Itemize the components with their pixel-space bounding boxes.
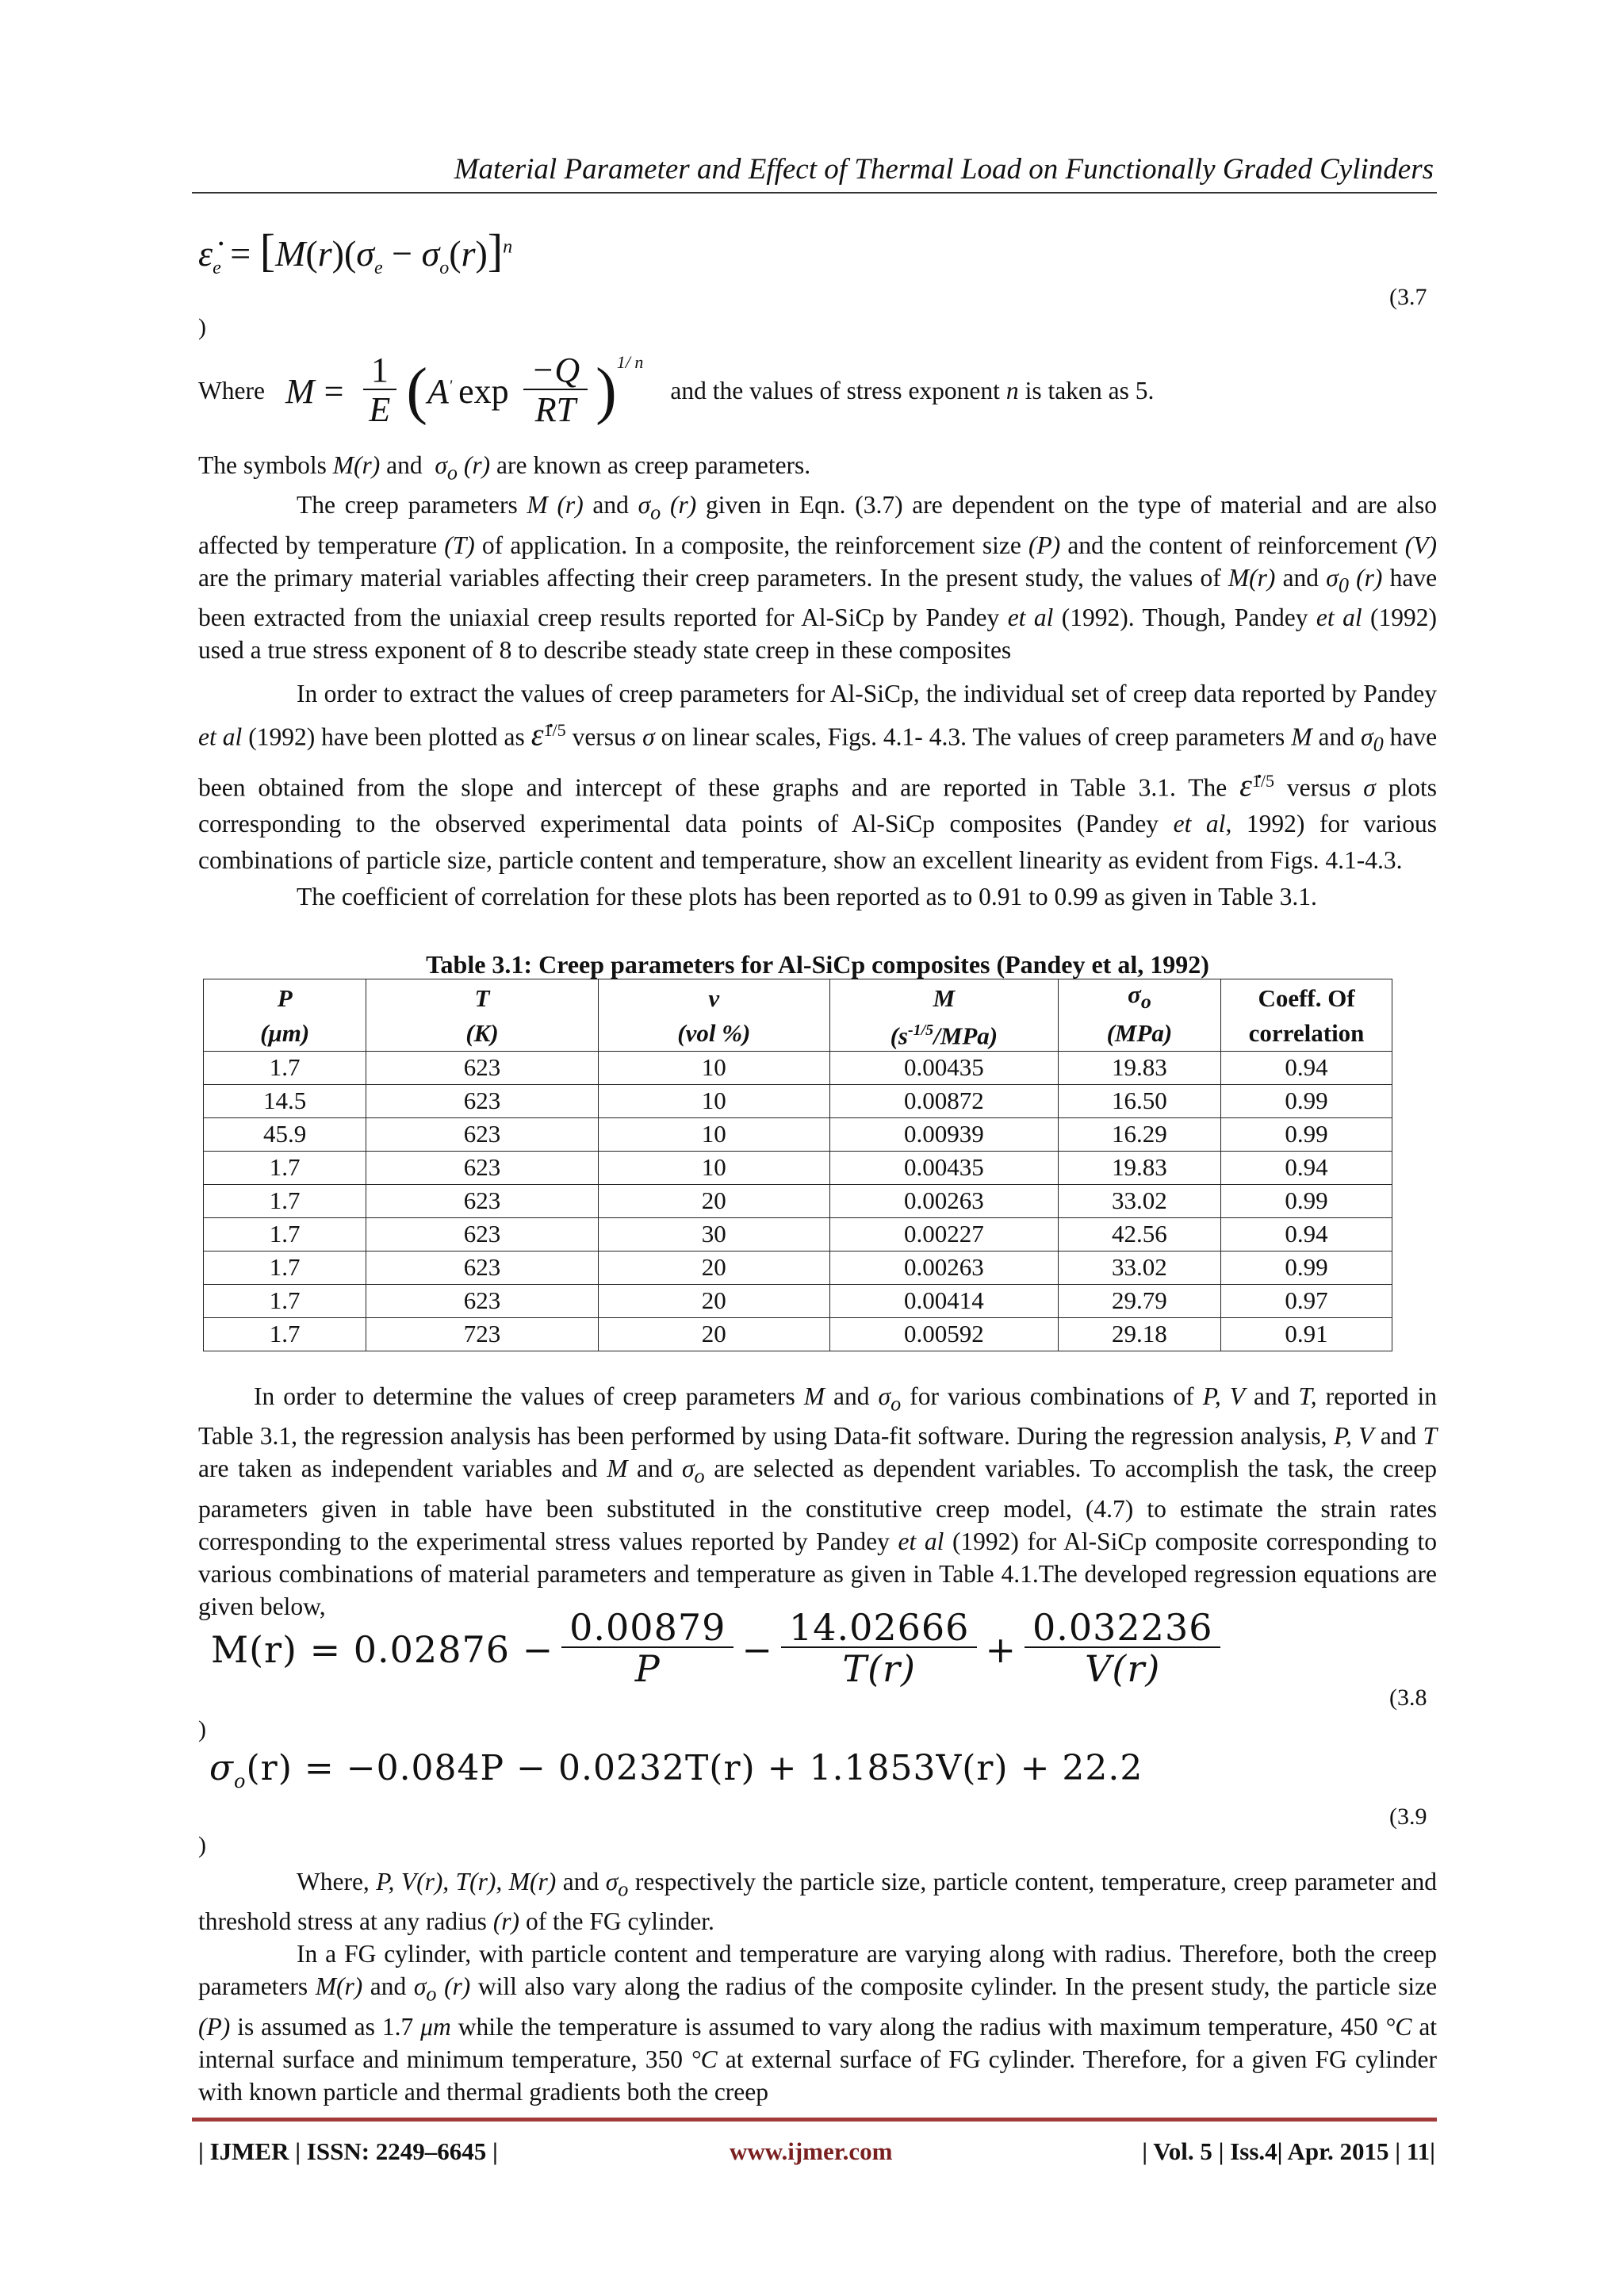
table-cell: 20 bbox=[598, 1184, 829, 1217]
table-cell: 0.00263 bbox=[829, 1184, 1058, 1217]
table-cell: 723 bbox=[366, 1317, 598, 1351]
table-cell: 10 bbox=[598, 1051, 829, 1084]
table-cell: 0.99 bbox=[1221, 1184, 1392, 1217]
n-symbol: n bbox=[1005, 377, 1019, 405]
footer-journal: | IJMER | ISSN: 2249–6645 | bbox=[198, 2137, 498, 2165]
unit-m: $(s^{-1/5}/MPa)$ bbox=[829, 1016, 1058, 1051]
unit-sigma: (MPa) bbox=[1058, 1016, 1220, 1051]
body-text-block-2 bbox=[198, 676, 1437, 915]
equation-close-paren: ) bbox=[198, 314, 206, 340]
paragraph-where: Where, P, V(r), T(r), M(r) and $\sigma_o$ respectively the particle size, particle content, temperature, creep parameter and threshold stress at any radius (r) of the FG cylinder. bbox=[198, 1868, 1438, 1936]
unit-t: (K) bbox=[366, 1016, 598, 1051]
m-definition: M = $\frac{1}{E}$ ( A' exp $\frac{-Q}{RT}$ ) $^{1/ n}$ bbox=[285, 351, 644, 430]
table-cell: 10 bbox=[598, 1117, 829, 1151]
table-row bbox=[204, 1151, 1392, 1184]
table-row bbox=[204, 1284, 1392, 1317]
body-text-block-4 bbox=[198, 1865, 1437, 2108]
table-cell: 0.00435 bbox=[829, 1051, 1058, 1084]
header-sigma: $\sigma_o$ bbox=[1058, 979, 1220, 1017]
table-row bbox=[204, 1317, 1392, 1351]
table-cell: 623 bbox=[366, 1151, 598, 1184]
table-cell: 0.00872 bbox=[829, 1084, 1058, 1117]
equation-3-9: $\sigma_o(r) = -0.084P - 0.0232T(r) + 1.1853V(r) + 22.2$ bbox=[209, 1748, 1143, 1792]
table-cell: 29.79 bbox=[1058, 1284, 1220, 1317]
paragraph-correlation: The coefficient of correlation for these plots has been reported as to 0.91 to 0.99 as given in Table 3.1. bbox=[297, 883, 1317, 911]
equation-close-paren: ) bbox=[198, 1832, 206, 1858]
table-cell: 16.29 bbox=[1058, 1117, 1220, 1151]
table-cell: 623 bbox=[366, 1284, 598, 1317]
table-cell: 20 bbox=[598, 1317, 829, 1351]
header-t: T bbox=[366, 979, 598, 1017]
unit-v: (vol %) bbox=[598, 1016, 829, 1051]
table-cell: 0.00592 bbox=[829, 1317, 1058, 1351]
table-cell: 1.7 bbox=[204, 1251, 366, 1284]
body-text-block-3 bbox=[198, 1380, 1437, 1623]
table-cell: 1.7 bbox=[204, 1317, 366, 1351]
paragraph-regression: In order to determine the values of creep parameters M and $\sigma_o$ for various combinations of P, V and T, reported in Table 3.1, the regression analysis has been performed by using Data-fit software. During the regression analysis, P, V and T are taken as independent variables and M and $\sigma_o$ are selected as dependent variables. To accomplish the task, the creep parameters given in table have been substituted in the constitutive creep model, (4.7) to estimate the strain rates corresponding to the experimental stress values reported by Pandey et al (1992) for Al-SiCp composite corresponding to various combinations of material parameters and temperature as given in Table 4.1.The developed regression equations are given below, bbox=[198, 1382, 1438, 1620]
equation-number-3-7: (3.7 bbox=[1389, 284, 1427, 310]
table-cell: 1.7 bbox=[204, 1151, 366, 1184]
header-rule bbox=[192, 192, 1437, 194]
table-cell: 623 bbox=[366, 1251, 598, 1284]
table-cell: 0.94 bbox=[1221, 1051, 1392, 1084]
table-cell: 19.83 bbox=[1058, 1051, 1220, 1084]
table-cell: 1.7 bbox=[204, 1284, 366, 1317]
footer-rule bbox=[192, 2118, 1437, 2122]
table-row bbox=[204, 1251, 1392, 1284]
equation-3-7: $\varepsiloṅ_e = [M(r)(\sigma_e - \sigma_o(r)]^n$ bbox=[198, 224, 513, 279]
table-cell: 0.99 bbox=[1221, 1251, 1392, 1284]
header-coeff: Coeff. Of bbox=[1221, 979, 1392, 1017]
table-cell: 14.5 bbox=[204, 1084, 366, 1117]
table-unit-row bbox=[204, 1016, 1392, 1051]
table-cell: 623 bbox=[366, 1184, 598, 1217]
where-text: and the values of stress exponent bbox=[670, 377, 1000, 405]
table-cell: 0.94 bbox=[1221, 1217, 1392, 1251]
equation-number-3-8: (3.8 bbox=[1389, 1685, 1427, 1711]
table-cell: 623 bbox=[366, 1217, 598, 1251]
table-cell: 0.00414 bbox=[829, 1284, 1058, 1317]
table-cell: 33.02 bbox=[1058, 1251, 1220, 1284]
table-cell: 0.99 bbox=[1221, 1084, 1392, 1117]
table-cell: 1.7 bbox=[204, 1051, 366, 1084]
table-cell: 42.56 bbox=[1058, 1217, 1220, 1251]
table-cell: 30 bbox=[598, 1217, 829, 1251]
creep-parameters-table bbox=[203, 979, 1392, 1351]
header-m: M bbox=[829, 979, 1058, 1017]
table-cell: 20 bbox=[598, 1251, 829, 1284]
equation-3-8: M(r) = 0.02876 − $\frac{0.00879}{P}$ − $\frac{14.02666}{T(r)}$ + $\frac{0.032236}{V(r)}$ bbox=[211, 1608, 1228, 1690]
table-row bbox=[204, 1084, 1392, 1117]
table-cell: 0.97 bbox=[1221, 1284, 1392, 1317]
table-row bbox=[204, 1051, 1392, 1084]
table-cell: 10 bbox=[598, 1084, 829, 1117]
table-cell: 29.18 bbox=[1058, 1317, 1220, 1351]
paragraph-extraction: In order to extract the values of creep parameters for Al-SiCp, the individual set of creep data reported by Pandey et al (1992) have been plotted as ε̇$^{1/5}$ versus σ on linear scales, Figs. 4.1- 4.3. The values of creep parameters M and $\sigma_0$ have been obtained from the slope and intercept of these graphs and are reported in Table 3.1. The ε̇$^{1/5}$ versus σ plots corresponding to the observed experimental data points of Al-SiCp composites (Pandey et al, 1992) for various combinations of particle size, particle content and temperature, show an excellent linearity as evident from Figs. 4.1-4.3. bbox=[198, 680, 1438, 875]
unit-p: (μm) bbox=[204, 1016, 366, 1051]
table-cell: 0.99 bbox=[1221, 1117, 1392, 1151]
table-cell: 16.50 bbox=[1058, 1084, 1220, 1117]
table-caption: Table 3.1: Creep parameters for Al-SiCp composites (Pandey et al, 1992) bbox=[426, 950, 1209, 979]
table-row bbox=[204, 1217, 1392, 1251]
table-cell: 0.00227 bbox=[829, 1217, 1058, 1251]
table-cell: 1.7 bbox=[204, 1184, 366, 1217]
header-v: v bbox=[598, 979, 829, 1017]
where-text-end: is taken as 5. bbox=[1025, 377, 1155, 405]
header-p: P bbox=[204, 979, 366, 1017]
equation-number-3-9: (3.9 bbox=[1389, 1803, 1427, 1830]
table-cell: 623 bbox=[366, 1117, 598, 1151]
table-cell: 45.9 bbox=[204, 1117, 366, 1151]
running-title: Material Parameter and Effect of Thermal Load on Functionally Graded Cylinders bbox=[454, 153, 1434, 186]
table-cell: 0.94 bbox=[1221, 1151, 1392, 1184]
table-row bbox=[204, 1184, 1392, 1217]
paragraph-fg-cylinder: In a FG cylinder, with particle content and temperature are varying along with radius. Therefore, both the creep parameters M(r) and $\sigma_o$ (r) will also vary along the radius of the composite cylinder. In the present study, the particle size (P) is assumed as 1.7 μm while the temperature is assumed to vary along the radius with maximum temperature, 450 °C at internal surface and minimum temperature, 350 °C at external surface of FG cylinder. Therefore, for a given FG cylinder with known particle and thermal gradients both the creep bbox=[198, 1940, 1438, 2106]
table-cell: 10 bbox=[598, 1151, 829, 1184]
table-cell: 19.83 bbox=[1058, 1151, 1220, 1184]
unit-coeff: correlation bbox=[1221, 1016, 1392, 1051]
table-header-row bbox=[204, 979, 1392, 1017]
table-cell: 0.91 bbox=[1221, 1317, 1392, 1351]
paragraph-symbols: The symbols M(r) and $\sigma_o$ (r) are known as creep parameters. bbox=[198, 451, 811, 485]
footer-volume: | Vol. 5 | Iss.4| Apr. 2015 | 11| bbox=[1142, 2137, 1435, 2165]
where-line bbox=[198, 352, 1154, 431]
body-text-block-1 bbox=[198, 449, 1437, 666]
table-cell: 20 bbox=[598, 1284, 829, 1317]
table-cell: 623 bbox=[366, 1051, 598, 1084]
table-cell: 1.7 bbox=[204, 1217, 366, 1251]
table-cell: 0.00939 bbox=[829, 1117, 1058, 1151]
table-cell: 0.00435 bbox=[829, 1151, 1058, 1184]
table-cell: 0.00263 bbox=[829, 1251, 1058, 1284]
table-cell: 623 bbox=[366, 1084, 598, 1117]
table-cell: 33.02 bbox=[1058, 1184, 1220, 1217]
table-row bbox=[204, 1117, 1392, 1151]
paragraph-creep-parameters: The creep parameters M (r) and $\sigma_o$ (r) given in Eqn. (3.7) are dependent on the type of material and are also affected by temperature (T) of application. In a composite, the reinforcement size (P) and the content of reinforcement (V) are the primary material variables affecting their creep parameters. In the present study, the values of M(r) and $\sigma_0$ (r) have been extracted from the uniaxial creep results reported for Al-SiCp by Pandey et al (1992). Though, Pandey et al (1992) used a true stress exponent of 8 to describe steady state creep in these composites bbox=[198, 491, 1438, 664]
equation-close-paren: ) bbox=[198, 1716, 206, 1742]
where-label: Where bbox=[198, 377, 265, 405]
footer-website-link[interactable]: www.ijmer.com bbox=[730, 2137, 893, 2165]
